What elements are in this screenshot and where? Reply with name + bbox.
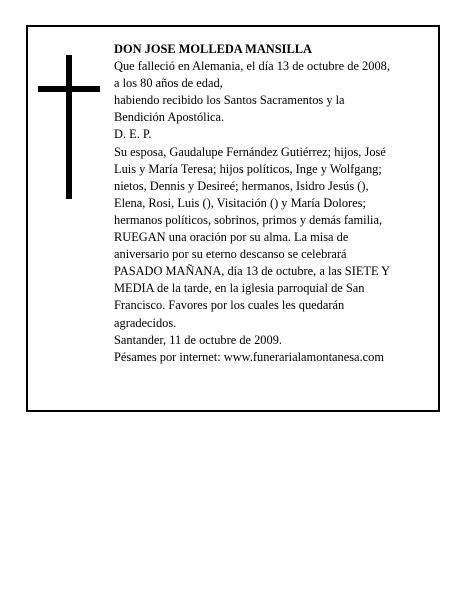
- notice-line: PASADO MAÑANA, día 13 de octubre, a las SIETE Y: [114, 264, 391, 279]
- cross-vertical-bar: [66, 55, 72, 199]
- notice-line: agradecidos.: [114, 315, 177, 330]
- deceased-name: DON JOSE MOLLEDA MANSILLA: [114, 42, 312, 56]
- notice-line: aniversario por su eterno descanso se celebrará: [114, 247, 347, 262]
- notice-line: Su esposa, Gaudalupe Fernández Gutiérrez; hijos, José: [114, 144, 386, 159]
- notice-line: Bendición Apostólica.: [114, 110, 225, 125]
- notice-line: MEDIA de la tarde, en la iglesia parroquial de San: [114, 281, 365, 296]
- notice-line: RUEGAN una oración por su alma. La misa de: [114, 230, 349, 245]
- notice-line: Que falleció en Alemania, el día 13 de octubre de 2008,: [114, 59, 390, 74]
- notice-line: Francisco. Favores por los cuales les quedarán: [114, 298, 345, 313]
- notice-line: habiendo recibido los Santos Sacramentos y la: [114, 93, 345, 108]
- notice-line: a los 80 años de edad,: [114, 76, 223, 91]
- notice-line: Pésames por internet: www.funerarialamontanesa.com: [114, 349, 384, 364]
- cross-icon: [38, 55, 100, 199]
- obituary-notice: [26, 25, 440, 412]
- notice-line: Luis y María Teresa; hijos políticos, Inge y Wolfgang;: [114, 161, 382, 176]
- notice-line: Santander, 11 de octubre de 2009.: [114, 332, 282, 347]
- notice-line: hermanos políticos, sobrinos, primos y demás familia,: [114, 212, 383, 227]
- cross-horizontal-bar: [38, 86, 100, 92]
- notice-line: D. E. P.: [114, 127, 152, 142]
- notice-body: [114, 41, 432, 366]
- notice-line: nietos, Dennis y Desireé; hermanos, Isidro Jesús (),: [114, 178, 369, 193]
- notice-line: Elena, Rosi, Luis (), Visitación () y María Dolores;: [114, 195, 366, 210]
